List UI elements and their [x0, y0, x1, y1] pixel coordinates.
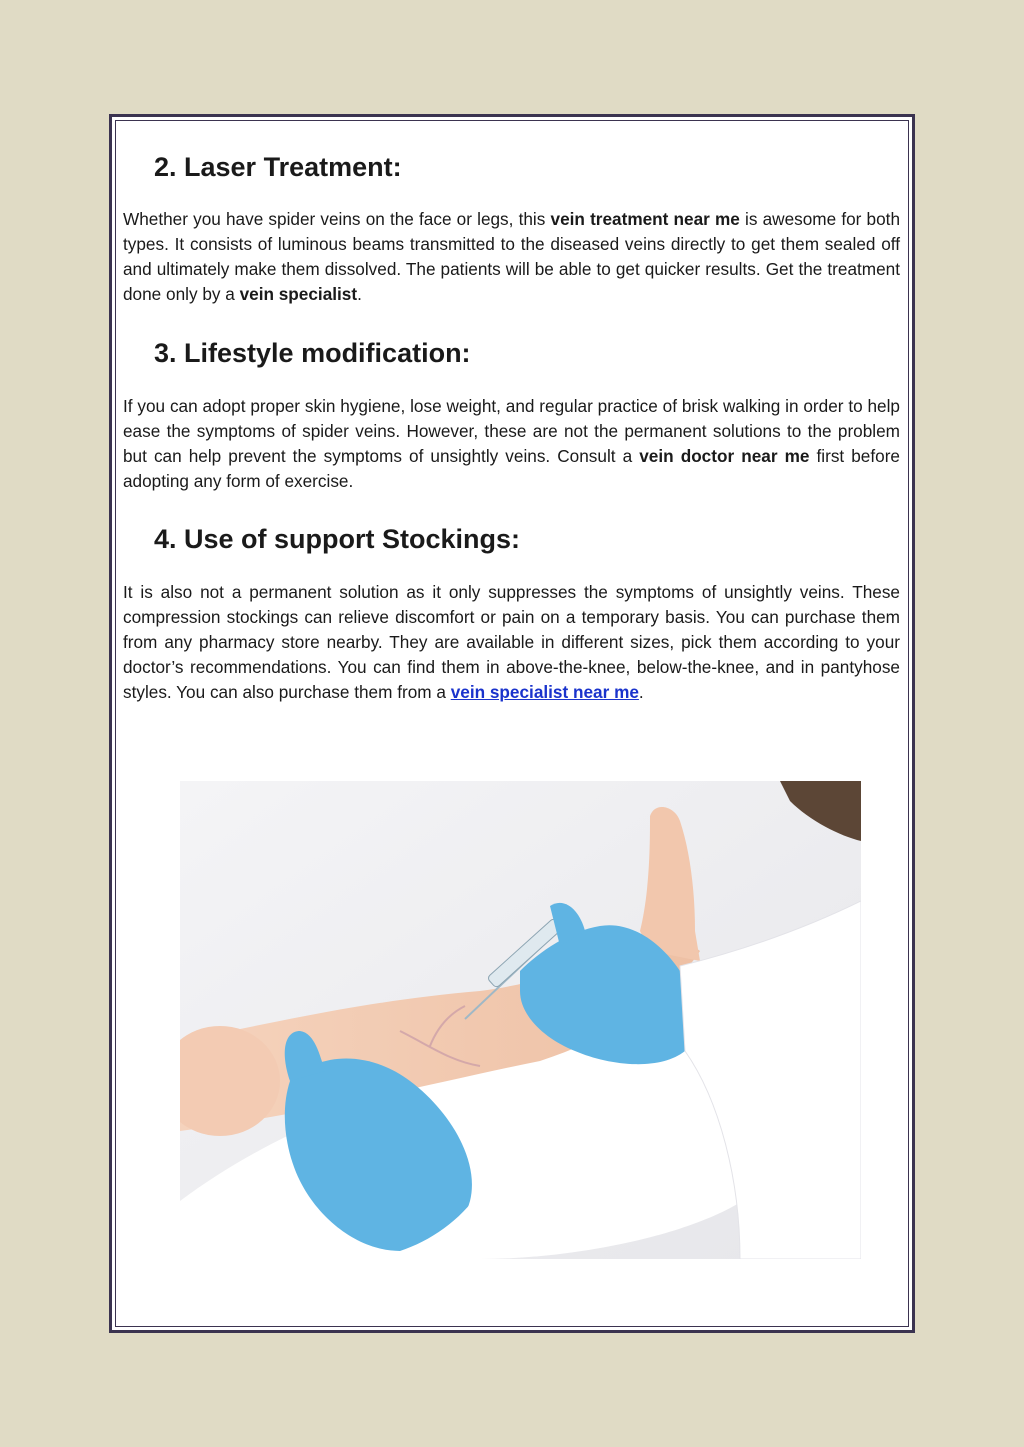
heading-support-stockings: 4. Use of support Stockings: — [154, 524, 521, 554]
text-run: is awesome for both types. It consists of luminous beams transmitted to the diseased veins directly to get them sealed off and ultimately make them dissolved. The patients will be able to get quicker results. Get the treatment done only by a — [123, 209, 901, 304]
keyword-vein-specialist: vein specialist — [239, 284, 358, 304]
keyword-vein-treatment-near-me: vein treatment near me — [550, 209, 740, 229]
paragraph-support-stockings — [123, 580, 900, 705]
text-run: . — [357, 284, 362, 304]
heading-lifestyle-modification: 3. Lifestyle modification: — [154, 338, 471, 368]
heading-laser-treatment: 2. Laser Treatment: — [154, 152, 402, 182]
text-run: first before adopting any form of exercise. — [123, 446, 900, 491]
keyword-vein-doctor-near-me: vein doctor near me — [639, 446, 810, 466]
paragraph-laser-treatment — [123, 207, 900, 307]
text-run: . — [638, 682, 644, 702]
vein-injection-illustration — [180, 781, 861, 1259]
vein-injection-photo — [180, 781, 861, 1259]
paragraph-lifestyle-modification — [123, 394, 900, 494]
text-run: Whether you have spider veins on the face or legs, this — [123, 209, 551, 229]
link-vein-specialist-near-me[interactable]: vein specialist near me — [450, 682, 639, 702]
page-frame — [109, 114, 915, 1333]
text-run: It is also not a permanent solution as it only suppresses the symptoms of unsightly veins. These compression stockings can relieve discomfort or pain on a temporary basis. You can purchase them from any pharmacy store nearby. They are available in different sizes, pick them according to your doctor’s recommendations. You can find them in above-the-knee, below-the-knee, and in pantyhose styles. You can also purchase them from a — [123, 582, 900, 702]
text-run: If you can adopt proper skin hygiene, lose weight, and regular practice of brisk walking in order to help ease the symptoms of spider veins. However, these are not the permanent solutions to the problem but can help prevent the symptoms of unsightly veins. Consult a — [123, 396, 900, 466]
